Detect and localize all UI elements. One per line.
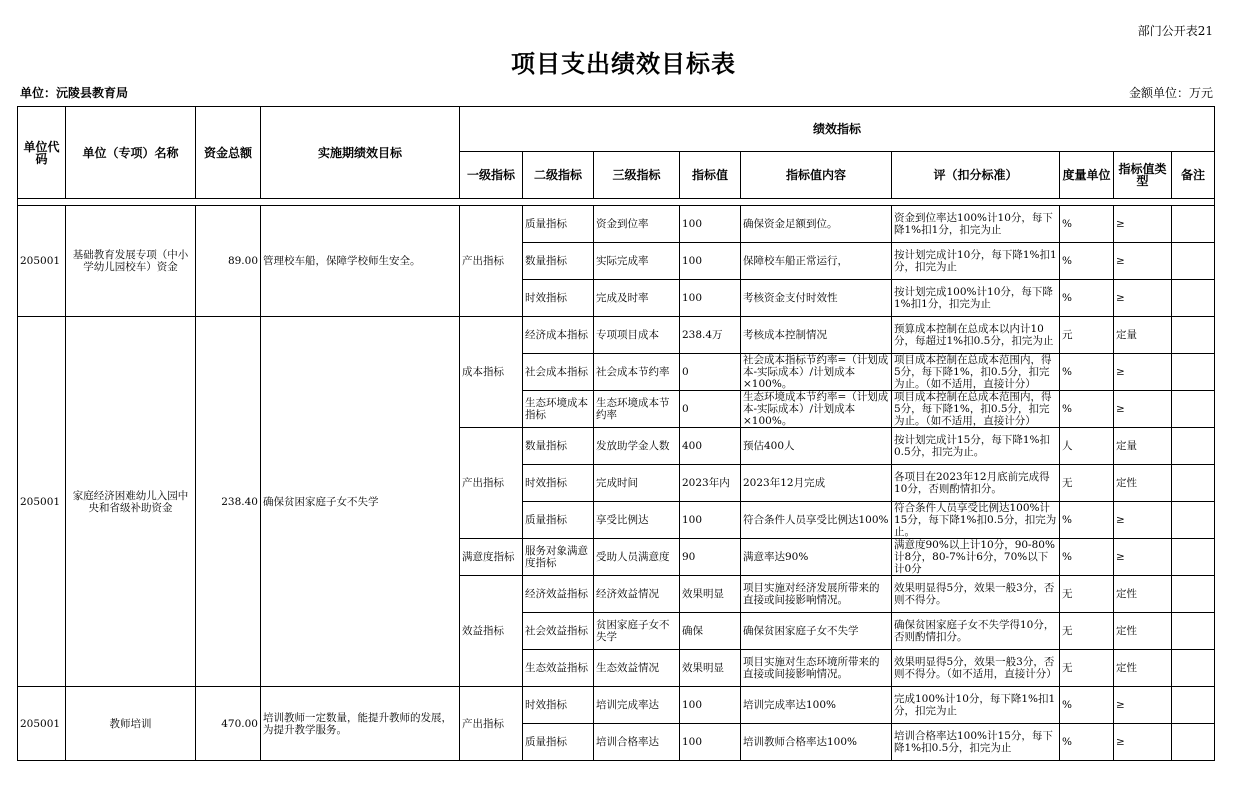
cell-level1: 效益指标 [460, 576, 523, 687]
cell-type: ≥ [1114, 724, 1172, 761]
cell-value: 400 [680, 428, 741, 465]
cell-unit: 无 [1060, 465, 1114, 502]
cell-type: ≥ [1114, 502, 1172, 539]
cell-value: 2023年内 [680, 465, 741, 502]
cell-level2: 数量指标 [523, 428, 594, 465]
cell-content: 培训完成率达100% [741, 687, 892, 724]
cell-unit: % [1060, 539, 1114, 576]
cell-score: 满意度90%以上计10分，90-80%计8分，80-7%计6分，70%以下计0分 [892, 539, 1060, 576]
cell-level3: 培训合格率达 [594, 724, 680, 761]
form-number: 部门公开表21 [1137, 24, 1213, 38]
cell-score: 效果明显得5分，效果一般3分，否则不得分。（如不适用，直接计分） [892, 650, 1060, 687]
cell-note [1172, 280, 1215, 317]
cell-type: ≥ [1114, 391, 1172, 428]
cell-level1: 产出指标 [460, 206, 523, 317]
header-level2: 二级指标 [523, 152, 594, 199]
header-level1: 一级指标 [460, 152, 523, 199]
cell-content: 预估400人 [741, 428, 892, 465]
cell-level2: 社会效益指标 [523, 613, 594, 650]
cell-level3: 贫困家庭子女不失学 [594, 613, 680, 650]
cell-level2: 质量指标 [523, 724, 594, 761]
cell-type: 定性 [1114, 613, 1172, 650]
cell-value: 效果明显 [680, 650, 741, 687]
cell-score: 各项目在2023年12月底前完成得10分，否则酌情扣分。 [892, 465, 1060, 502]
cell-level2: 生态效益指标 [523, 650, 594, 687]
cell-note [1172, 724, 1215, 761]
cell-content: 社会成本指标节约率=（计划成本-实际成本）/计划成本×100%。 [741, 354, 892, 391]
cell-type: ≥ [1114, 539, 1172, 576]
cell-score: 效果明显得5分，效果一般3分，否则不得分。 [892, 576, 1060, 613]
cell-level3: 完成及时率 [594, 280, 680, 317]
cell-type: ≥ [1114, 243, 1172, 280]
cell-note [1172, 576, 1215, 613]
cell-type: ≥ [1114, 206, 1172, 243]
table-row [18, 206, 1215, 243]
cell-level3: 发放助学金人数 [594, 428, 680, 465]
header-indicators: 绩效指标 [460, 107, 1215, 152]
cell-value: 100 [680, 280, 741, 317]
cell-value: 0 [680, 391, 741, 428]
cell-unit: 人 [1060, 428, 1114, 465]
cell-level2: 质量指标 [523, 206, 594, 243]
header-total: 资金总额 [196, 107, 261, 199]
cell-name: 教师培训 [66, 687, 196, 761]
cell-value: 238.4万 [680, 317, 741, 354]
cell-unit: 元 [1060, 317, 1114, 354]
cell-name: 家庭经济困难幼儿入园中央和省级补助资金 [66, 317, 196, 687]
cell-note [1172, 206, 1215, 243]
cell-score: 按计划完成计10分，每下降1%扣1分，扣完为止 [892, 243, 1060, 280]
cell-total: 470.00 [196, 687, 261, 761]
header-value-type: 指标值类型 [1114, 152, 1172, 199]
cell-type: ≥ [1114, 354, 1172, 391]
header-score: 评（扣分标准） [892, 152, 1060, 199]
cell-unit: % [1060, 724, 1114, 761]
cell-note [1172, 465, 1215, 502]
cell-type: ≥ [1114, 687, 1172, 724]
cell-content: 项目实施对经济发展所带来的直接或间接影响情况。 [741, 576, 892, 613]
cell-level3: 专项项目成本 [594, 317, 680, 354]
cell-score: 项目成本控制在总成本范围内，得5分，每下降1%，扣0.5分，扣完为止。（如不适用，直接计分） [892, 391, 1060, 428]
cell-note [1172, 687, 1215, 724]
cell-type: 定量 [1114, 317, 1172, 354]
cell-type: 定性 [1114, 650, 1172, 687]
cell-goal: 培训教师一定数量，能提升教师的发展，为提升教学服务。 [261, 687, 460, 761]
cell-note [1172, 391, 1215, 428]
cell-value: 100 [680, 687, 741, 724]
cell-note [1172, 539, 1215, 576]
cell-note [1172, 650, 1215, 687]
cell-score: 按计划完成100%计10分，每下降1%扣1分，扣完为止 [892, 280, 1060, 317]
header-name: 单位（专项）名称 [66, 107, 196, 199]
cell-unit: % [1060, 280, 1114, 317]
cell-content: 满意率达90% [741, 539, 892, 576]
cell-type: 定性 [1114, 465, 1172, 502]
cell-score: 按计划完成计15分，每下降1%扣0.5分，扣完为止。 [892, 428, 1060, 465]
cell-content: 生态环境成本节约率=（计划成本-实际成本）/计划成本×100%。 [741, 391, 892, 428]
table-row [18, 687, 1215, 724]
header-note: 备注 [1172, 152, 1215, 199]
table-body [18, 206, 1215, 761]
cell-unit: 无 [1060, 650, 1114, 687]
cell-value: 确保 [680, 613, 741, 650]
cell-level1: 产出指标 [460, 687, 523, 761]
header-value: 指标值 [680, 152, 741, 199]
header-content: 指标值内容 [741, 152, 892, 199]
cell-value: 100 [680, 724, 741, 761]
cell-code: 205001 [18, 317, 66, 687]
cell-level3: 社会成本节约率 [594, 354, 680, 391]
cell-level2: 质量指标 [523, 502, 594, 539]
cell-level3: 受助人员满意度 [594, 539, 680, 576]
cell-type: 定性 [1114, 576, 1172, 613]
cell-level3: 完成时间 [594, 465, 680, 502]
cell-level2: 时效指标 [523, 687, 594, 724]
cell-level3: 生态效益情况 [594, 650, 680, 687]
cell-value: 0 [680, 354, 741, 391]
cell-note [1172, 428, 1215, 465]
cell-content: 确保贫困家庭子女不失学 [741, 613, 892, 650]
cell-unit: % [1060, 243, 1114, 280]
cell-note [1172, 613, 1215, 650]
cell-level3: 资金到位率 [594, 206, 680, 243]
cell-type: ≥ [1114, 280, 1172, 317]
cell-level3: 实际完成率 [594, 243, 680, 280]
cell-score: 资金到位率达100%计10分，每下降1%扣1分，扣完为止 [892, 206, 1060, 243]
cell-value: 100 [680, 243, 741, 280]
cell-unit: % [1060, 502, 1114, 539]
cell-level2: 生态环境成本指标 [523, 391, 594, 428]
cell-type: 定量 [1114, 428, 1172, 465]
cell-note [1172, 243, 1215, 280]
cell-level2: 时效指标 [523, 465, 594, 502]
cell-unit: % [1060, 687, 1114, 724]
header-measure-unit: 度量单位 [1060, 152, 1114, 199]
cell-score: 完成100%计10分，每下降1%扣1分，扣完为止 [892, 687, 1060, 724]
cell-value: 90 [680, 539, 741, 576]
cell-name: 基础教育发展专项（中小学幼儿园校车）资金 [66, 206, 196, 317]
cell-goal: 管理校车船，保障学校师生安全。 [261, 206, 460, 317]
cell-content: 符合条件人员享受比例达100% [741, 502, 892, 539]
cell-unit: 无 [1060, 613, 1114, 650]
cell-level1: 满意度指标 [460, 539, 523, 576]
table-row [18, 317, 1215, 354]
performance-table [17, 106, 1215, 761]
cell-content: 确保资金足额到位。 [741, 206, 892, 243]
cell-goal: 确保贫困家庭子女不失学 [261, 317, 460, 687]
cell-content: 考核成本控制情况 [741, 317, 892, 354]
cell-unit: % [1060, 206, 1114, 243]
cell-content: 保障校车船正常运行， [741, 243, 892, 280]
cell-score: 符合条件人员享受比例达100%计15分，每下降1%扣0.5分，扣完为止。 [892, 502, 1060, 539]
header-goal: 实施期绩效目标 [261, 107, 460, 199]
cell-level3: 享受比例达 [594, 502, 680, 539]
cell-level3: 生态环境成本节约率 [594, 391, 680, 428]
cell-score: 预算成本控制在总成本以内计10分，每超过1%扣0.5分，扣完为止 [892, 317, 1060, 354]
cell-level2: 时效指标 [523, 280, 594, 317]
cell-content: 培训教师合格率达100% [741, 724, 892, 761]
cell-score: 项目成本控制在总成本范围内，得5分，每下降1%，扣0.5分，扣完为止。（如不适用，直接计分） [892, 354, 1060, 391]
cell-level2: 服务对象满意度指标 [523, 539, 594, 576]
header-code: 单位代码 [18, 107, 66, 199]
cell-level2: 数量指标 [523, 243, 594, 280]
unit-label: 单位：沅陵县教育局 [20, 86, 129, 100]
cell-content: 考核资金支付时效性 [741, 280, 892, 317]
cell-note [1172, 317, 1215, 354]
header-level3: 三级指标 [594, 152, 680, 199]
cell-level3: 培训完成率达 [594, 687, 680, 724]
cell-level2: 经济效益指标 [523, 576, 594, 613]
cell-unit: 无 [1060, 576, 1114, 613]
money-unit-label: 金额单位：万元 [1128, 86, 1213, 100]
page-title: 项目支出绩效目标表 [511, 50, 736, 78]
cell-value: 效果明显 [680, 576, 741, 613]
cell-unit: % [1060, 391, 1114, 428]
cell-level1: 成本指标 [460, 317, 523, 428]
cell-level1: 产出指标 [460, 428, 523, 539]
cell-value: 100 [680, 206, 741, 243]
cell-score: 培训合格率达100%计15分，每下降1%扣0.5分，扣完为止 [892, 724, 1060, 761]
cell-note [1172, 502, 1215, 539]
cell-score: 确保贫困家庭子女不失学得10分，否则酌情扣分。 [892, 613, 1060, 650]
cell-code: 205001 [18, 687, 66, 761]
cell-level3: 经济效益情况 [594, 576, 680, 613]
cell-total: 238.40 [196, 317, 261, 687]
cell-value: 100 [680, 502, 741, 539]
cell-content: 2023年12月完成 [741, 465, 892, 502]
cell-unit: % [1060, 354, 1114, 391]
cell-content: 项目实施对生态环境所带来的直接或间接影响情况。 [741, 650, 892, 687]
cell-level2: 经济成本指标 [523, 317, 594, 354]
cell-note [1172, 354, 1215, 391]
cell-total: 89.00 [196, 206, 261, 317]
cell-code: 205001 [18, 206, 66, 317]
cell-level2: 社会成本指标 [523, 354, 594, 391]
